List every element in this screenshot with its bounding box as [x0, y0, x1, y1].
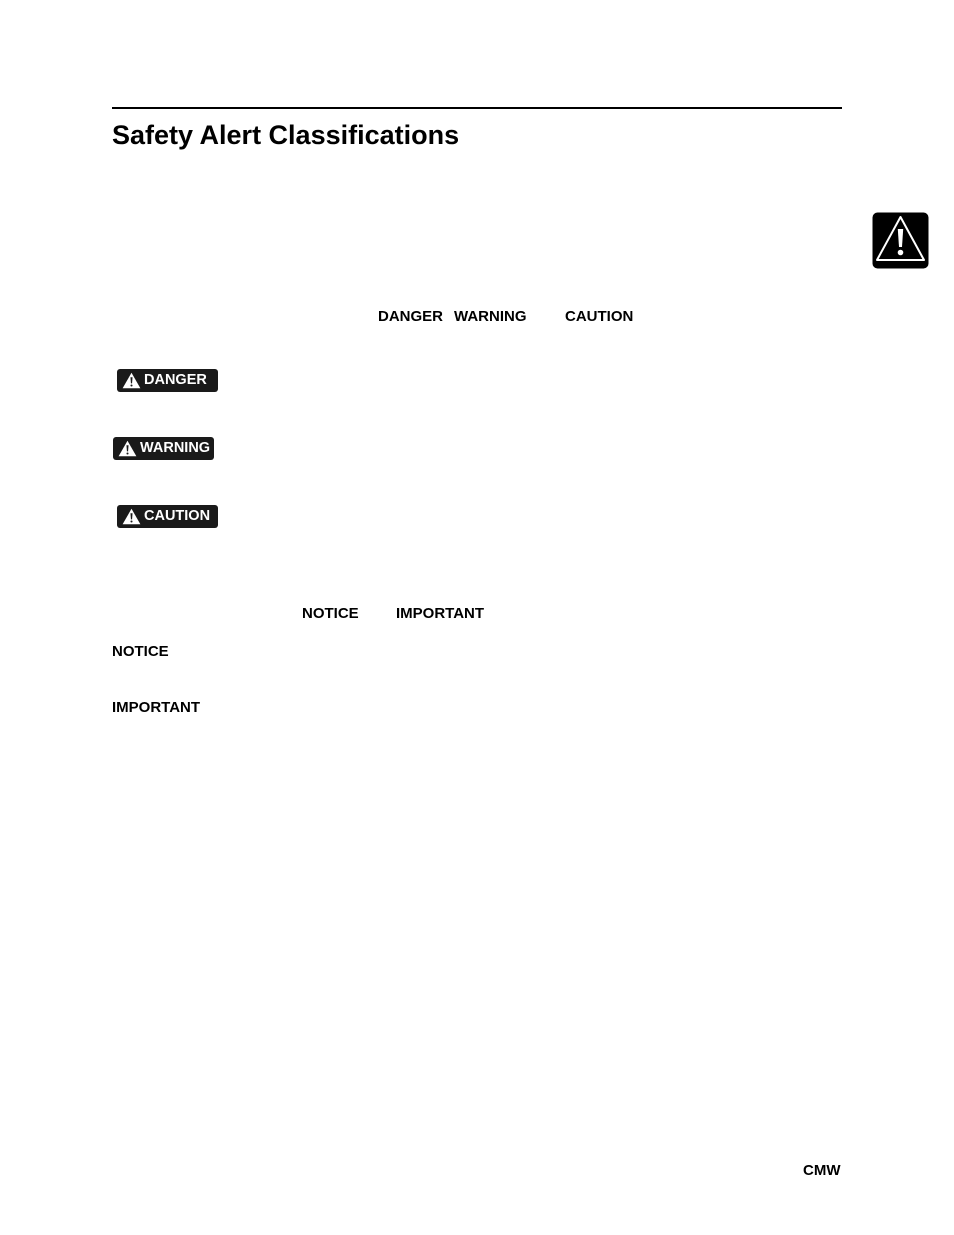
intro-term-caution: CAUTION — [565, 308, 634, 325]
page-title: Safety Alert Classifications — [112, 120, 460, 150]
intro-term-danger: DANGER — [378, 308, 444, 325]
property-term-important: IMPORTANT — [396, 605, 485, 622]
danger-badge-label: DANGER — [144, 372, 207, 388]
warning-triangle-icon — [122, 372, 141, 389]
warning-badge-label: WARNING — [140, 440, 211, 456]
property-term-notice: NOTICE — [302, 605, 359, 622]
title-rule — [112, 107, 842, 109]
caution-badge-label: CAUTION — [144, 508, 211, 524]
danger-badge — [117, 369, 218, 392]
intro-term-warning: WARNING — [454, 308, 527, 325]
important-definition-label: IMPORTANT — [112, 699, 201, 716]
warning-triangle-icon — [122, 508, 141, 525]
caution-badge — [117, 505, 218, 528]
warning-badge — [113, 437, 214, 460]
footer-mark: CMW — [803, 1162, 841, 1179]
safety-alert-icon — [872, 212, 929, 269]
warning-triangle-icon — [118, 440, 137, 457]
notice-definition-label: NOTICE — [112, 643, 169, 660]
